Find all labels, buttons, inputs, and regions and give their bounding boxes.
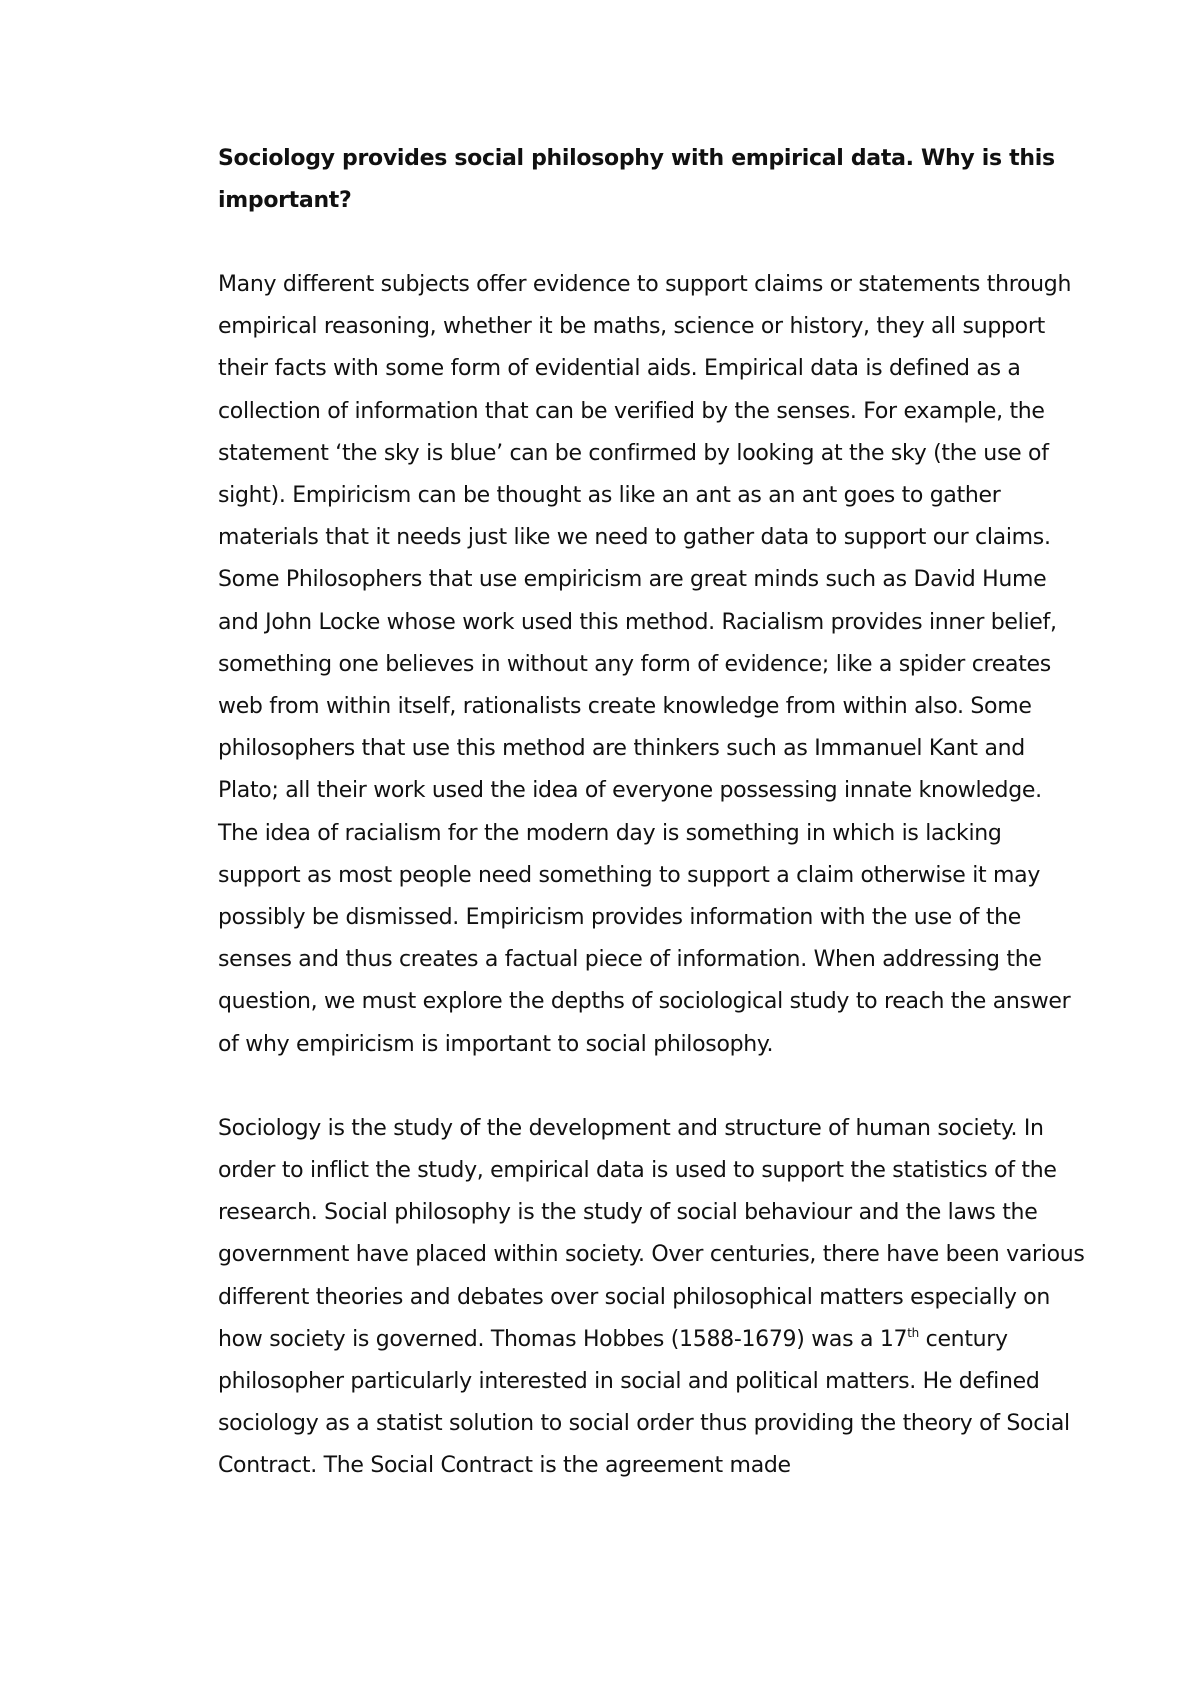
paragraph-1: Many different subjects offer evidence to support claims or statements through empirical reasoning, whether it be maths, science or history, they all support their facts with some form of evidential aids. Empirical data is defined as a collection of information that can be verified by the senses. For example, the statement ‘the sky is blue’ can be confirmed by looking at the sky (the use of sight). Empiricism can be thought as like an ant as an ant goes to gather materials that it needs just like we need to gather data to support our claims. Some Philosophers that use empiricism are great minds such as David Hume and John Locke whose work used this method. Racialism provides inner belief, something one believes in without any form of evidence; like a spider creates web from within itself, rationalists create knowledge from within also. Some philosophers that use this method are thinkers such as Immanuel Kant and Plato; all their work used the idea of everyone possessing innate knowledge. The idea of racialism for the modern day is something in which is lacking support as most people need something to support a claim otherwise it may possibly be dismissed. Empiricism provides information with the use of the senses and thus creates a factual piece of information. When addressing the question, we must explore the depths of sociological study to reach the answer of why empiricism is important to social philosophy. <box>218 272 1072 1057</box>
paragraph-2-text-a: Sociology is the study of the development and structure of human society. In order to inflict the study, empirical data is used to support the statistics of the research. Social philosophy is the study of social behaviour and the laws the government have placed within society. Over centuries, there have been various different theories and debates over social philosophical matters especially on how society is governed. Thomas Hobbes (1588-1679) was a 17 <box>218 1115 1085 1352</box>
document-title: Sociology provides social philosophy with empirical data. Why is this important? <box>218 146 1055 213</box>
paragraph-2 <box>218 1108 1088 1488</box>
document-page <box>218 138 1088 1488</box>
paragraph-2-text-b: century philosopher particularly interested in social and political matters. He defined sociology as a statist solution to social order thus providing the theory of Social Contract. The Social Contract is the agreement made <box>218 1326 1070 1479</box>
ordinal-superscript: th <box>907 1325 919 1340</box>
